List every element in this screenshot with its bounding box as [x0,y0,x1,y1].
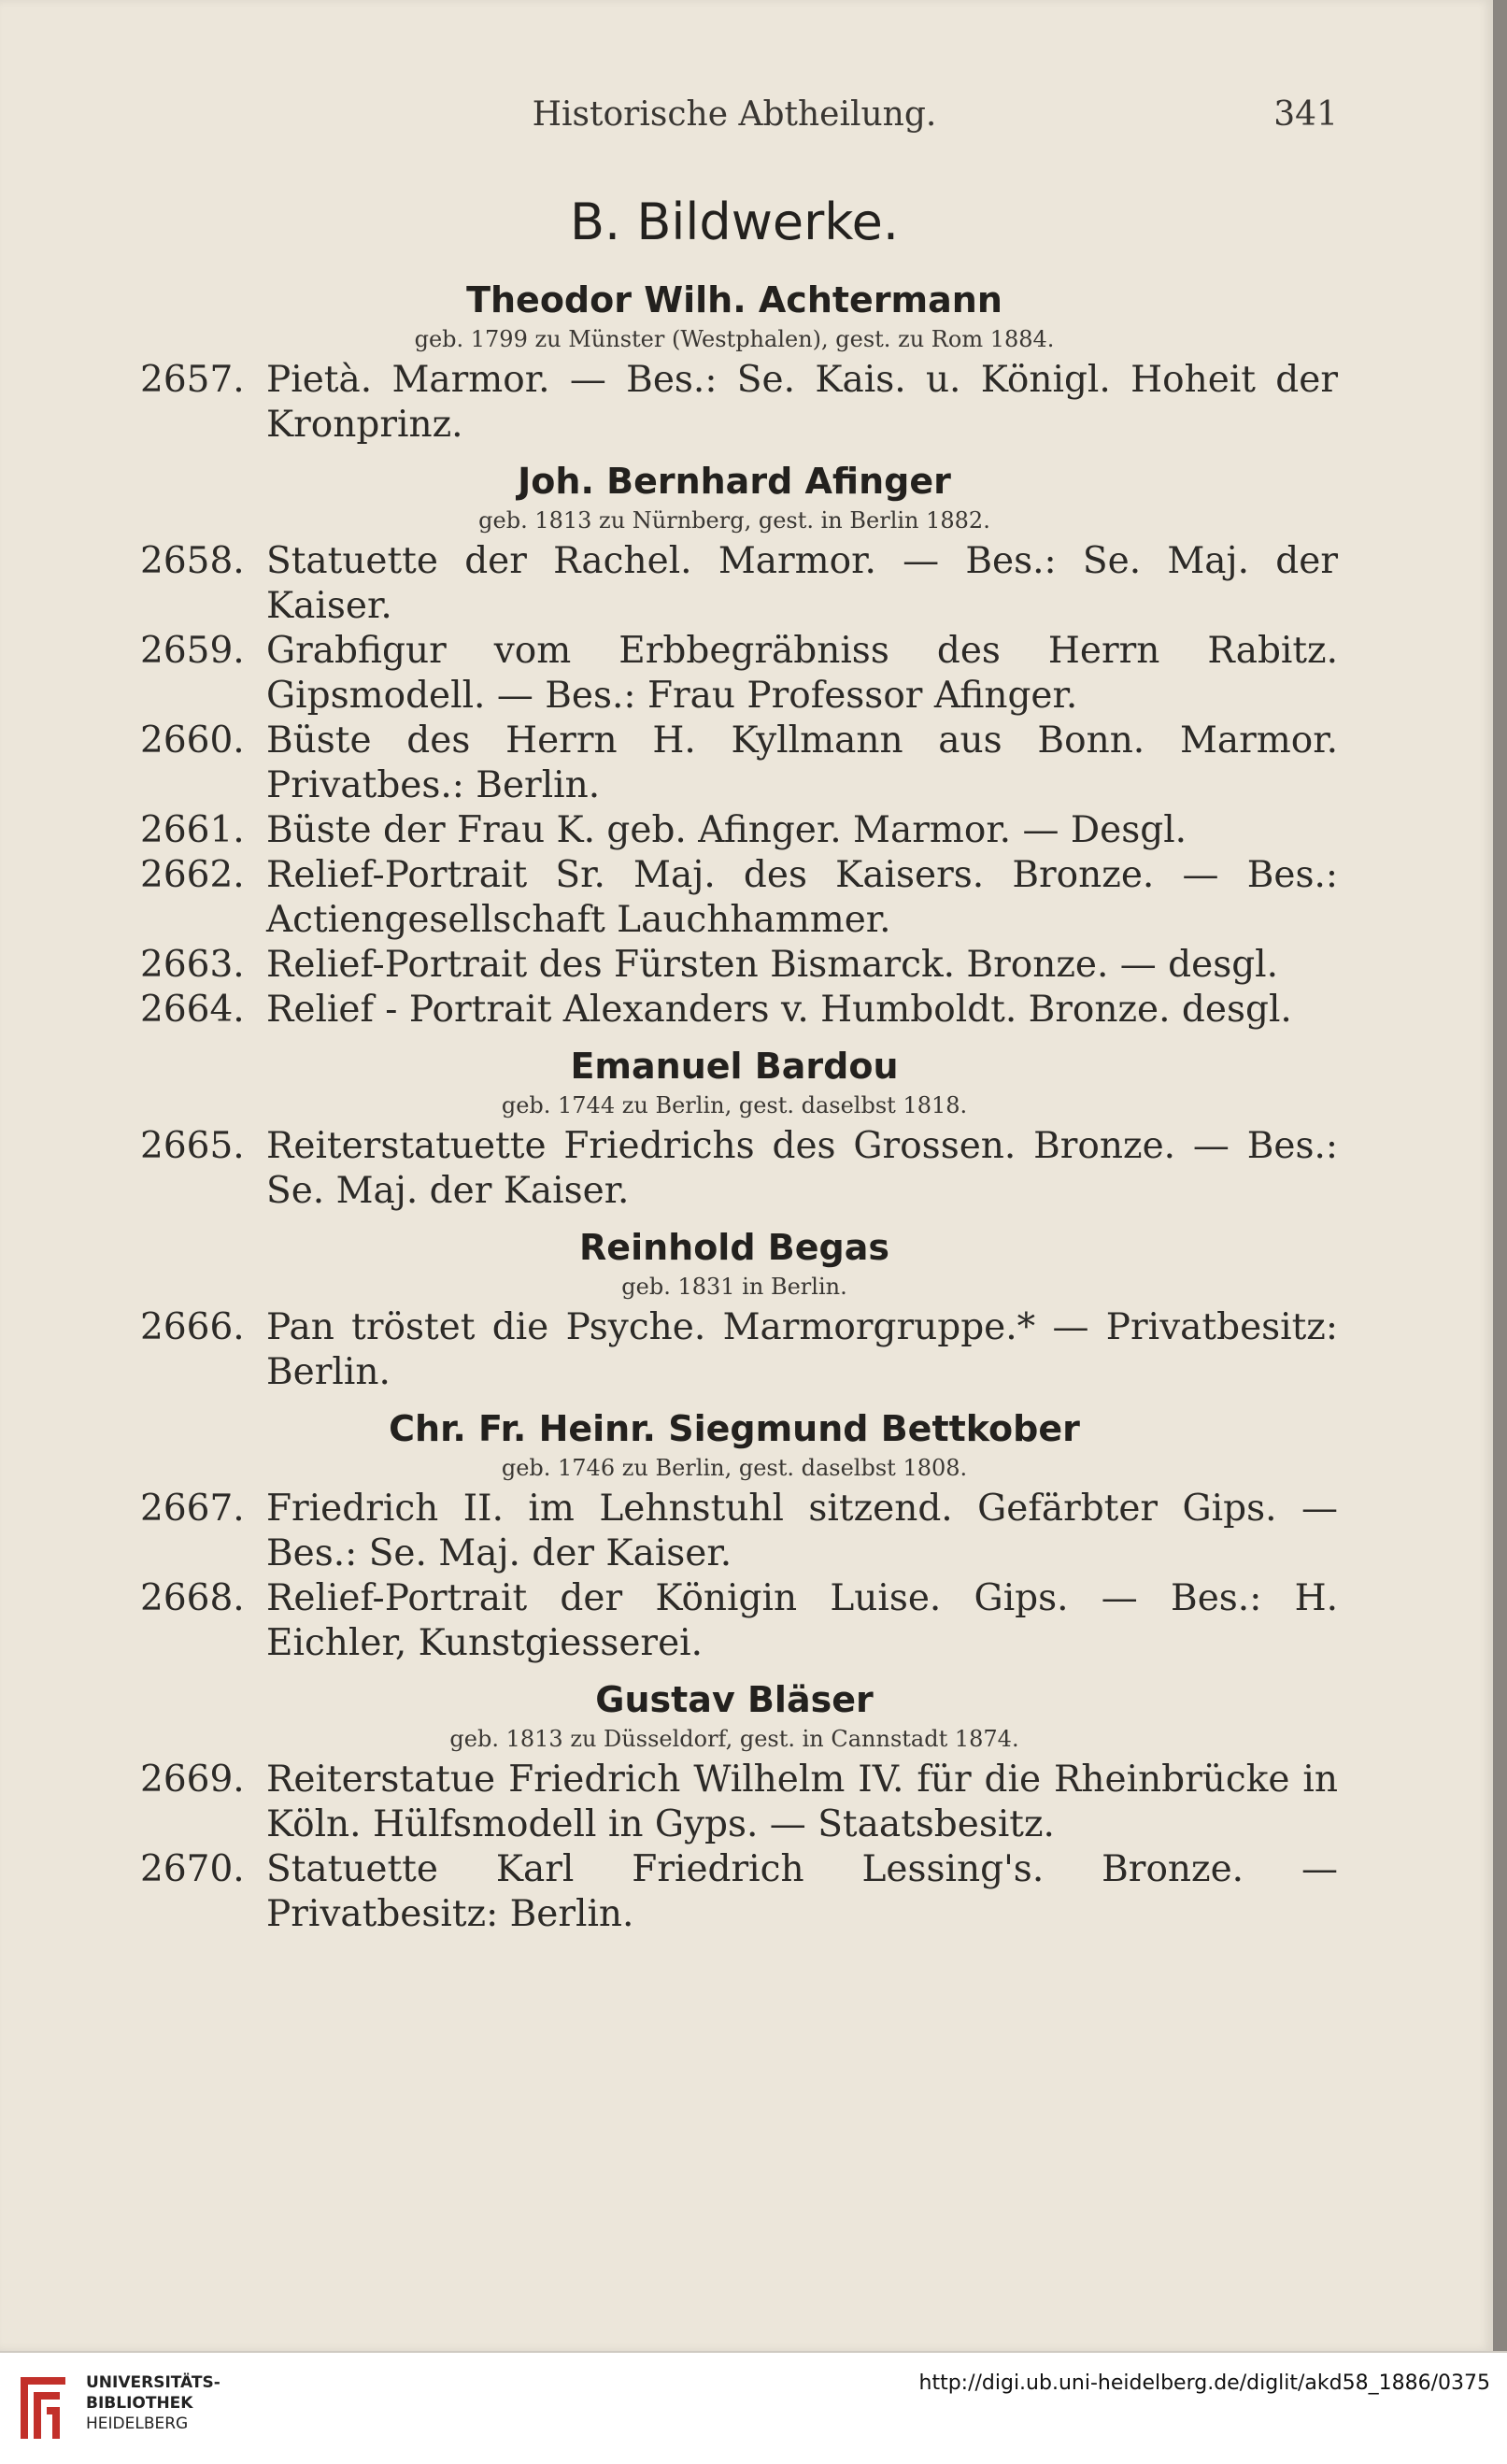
catalog-entry [131,539,1338,629]
artist-name: Reinhold Begas [579,1227,889,1268]
artist-name: Gustav Bläser [595,1679,874,1720]
entry-number: 2657. [140,359,245,401]
library-name-line-1: UNIVERSITÄTS- [86,2373,220,2392]
library-name-line-3: HEIDELBERG [86,2414,189,2433]
artist-section [131,1679,1338,1937]
library-name-line-2: BIBLIOTHEK [86,2394,193,2413]
source-url-link[interactable]: http://digi.ub.uni-heidelberg.de/diglit/akd58_1886/0375 [918,2371,1490,2395]
catalog-entry [131,1487,1338,1576]
artist-name: Joh. Bernhard Afinger [518,461,951,502]
catalog-entry [131,853,1338,943]
catalog-entry [131,808,1338,853]
artist-life-dates: geb. 1831 in Berlin. [621,1274,847,1300]
catalog-entry [131,1305,1338,1395]
entry-number: 2664. [140,989,245,1031]
entry-text: Relief-Portrait Sr. Maj. des Kaisers. Bronze. — Bes.: Actiengesellschaft Lauchhammer. [266,854,1338,941]
entry-number: 2660. [140,719,245,762]
running-head [131,90,1338,146]
entry-number: 2670. [140,1848,245,1890]
entry-text: Grabfigur vom Erbbegräbniss des Herrn Rabitz. Gipsmodell. — Bes.: Frau Professor Afinger. [266,630,1338,717]
footer-bar [0,2351,1507,2464]
entry-number: 2668. [140,1577,245,1619]
entry-number: 2663. [140,944,245,986]
artist-life-dates: geb. 1799 zu Münster (Westphalen), gest. zu Rom 1884. [414,326,1055,352]
entry-number: 2659. [140,630,245,672]
artist-life-dates: geb. 1813 zu Nürnberg, gest. in Berlin 1882. [478,507,990,534]
entry-text: Pan tröstet die Psyche. Marmorgruppe.* — Privatbesitz: Berlin. [266,1306,1338,1393]
entry-number: 2666. [140,1306,245,1348]
catalog-entry [131,358,1338,448]
entry-text: Friedrich II. im Lehnstuhl sitzend. Gefärbter Gips. — Bes.: Se. Maj. der Kaiser. [266,1488,1338,1574]
artist-section [131,1046,1338,1214]
section-title: B. Bildwerke. [569,192,900,251]
entry-number: 2658. [140,540,245,582]
entry-text: Reiterstatue Friedrich Wilhelm IV. für die Rheinbrücke in Köln. Hülfsmodell in Gyps. — Staatsbesitz. [266,1759,1338,1845]
artist-name: Chr. Fr. Heinr. Siegmund Bettkober [389,1408,1080,1449]
library-logo-icon [15,2368,71,2446]
entry-number: 2662. [140,854,245,896]
entry-number: 2667. [140,1488,245,1530]
artist-section [131,279,1338,448]
entry-text: Büste der Frau K. geb. Afinger. Marmor. — Desgl. [266,809,1187,851]
entry-text: Pietà. Marmor. — Bes.: Se. Kais. u. Königl. Hoheit der Kronprinz. [266,359,1338,446]
catalog-entry [131,1758,1338,1847]
entry-text: Relief-Portrait der Königin Luise. Gips. — Bes.: H. Eichler, Kunstgiesserei. [266,1577,1338,1664]
entry-number: 2669. [140,1759,245,1801]
entry-text: Reiterstatuette Friedrichs des Grossen. Bronze. — Bes.: Se. Maj. der Kaiser. [266,1125,1338,1212]
artist-life-dates: geb. 1746 zu Berlin, gest. daselbst 1808. [501,1455,968,1481]
artist-name: Emanuel Bardou [570,1046,899,1087]
catalog-entry [131,1847,1338,1937]
page-content [131,90,1338,1937]
running-head-title: Historische Abtheilung. [532,95,937,134]
artist-section [131,1227,1338,1395]
page-edge [1493,0,1507,2351]
entry-text: Relief - Portrait Alexanders v. Humboldt. Bronze. desgl. [266,989,1292,1031]
artist-life-dates: geb. 1744 zu Berlin, gest. daselbst 1818. [501,1092,968,1118]
catalog-entry [131,988,1338,1033]
entry-text: Statuette Karl Friedrich Lessing's. Bronze. — Privatbesitz: Berlin. [266,1848,1338,1935]
artist-life-dates: geb. 1813 zu Düsseldorf, gest. in Cannstadt 1874. [449,1726,1019,1752]
catalog-entry [131,719,1338,808]
catalog-entry [131,1124,1338,1214]
catalog-entry [131,629,1338,719]
page-number: 341 [1273,95,1338,134]
artist-name: Theodor Wilh. Achtermann [466,279,1002,320]
entry-text: Relief-Portrait des Fürsten Bismarck. Bronze. — desgl. [266,944,1279,986]
artist-list [131,279,1338,1937]
catalog-entry [131,1576,1338,1666]
entry-number: 2665. [140,1125,245,1167]
artist-section [131,461,1338,1033]
artist-section [131,1408,1338,1666]
catalog-entry [131,943,1338,988]
entry-text: Statuette der Rachel. Marmor. — Bes.: Se. Maj. der Kaiser. [266,540,1338,627]
entry-text: Büste des Herrn H. Kyllmann aus Bonn. Marmor. Privatbes.: Berlin. [266,719,1338,806]
entry-number: 2661. [140,809,245,851]
